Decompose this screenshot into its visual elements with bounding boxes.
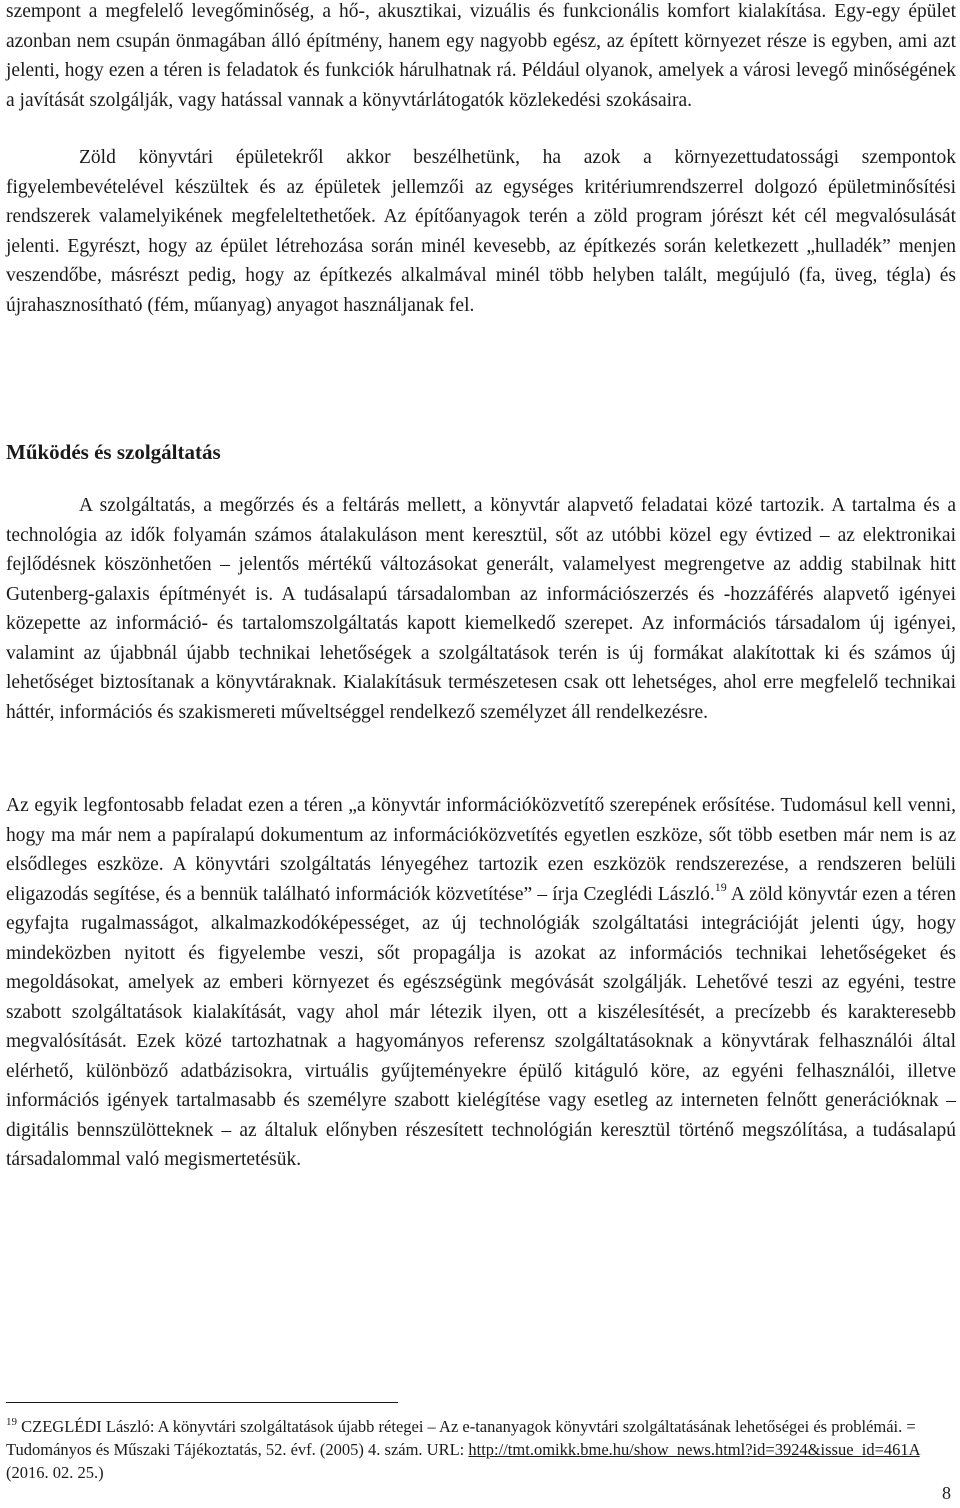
footnote-text: CZEGLÉDI László: A könyvtári szolgáltatások újabb rétegei – Az e-tananyagok könyvtári szolgáltatásának lehetőségei és problémái. = Tudományos és Műszaki Tájékoztatás, 52. évf. (2005) 4. szám. URL: — [6, 1417, 916, 1459]
footnote-separator — [6, 1402, 398, 1403]
footnote-number: 19 — [6, 1416, 17, 1428]
footnote — [6, 1415, 956, 1484]
paragraph-green-library-buildings: Zöld könyvtári épületekről akkor beszélhetünk, ha azok a környezettudatossági szempontok figyelembevételével készültek és az épületek jellemzői az egységes kritériumrendszerrel dolgozó épületminősítési rendszerek valamelyikének megfeleltethetőek. Az építőanyagok terén a zöld program jórészt két cél megvalósulását jelenti. Egyrészt, hogy az épület létrehozása során minél kevesebb, az építkezés során keletkezett „hulladék” menjen veszendőbe, másrészt pedig, hogy az építkezés alkalmával minél több helyben talált, megújuló (fa, üveg, tégla) és újrahasznosítható (fém, műanyag) anyagot használjanak fel. — [6, 147, 956, 316]
page-number: 8 — [942, 1483, 951, 1503]
footnote-access-date: (2016. 02. 25.) — [6, 1463, 104, 1482]
paragraph-services: A szolgáltatás, a megőrzés és a feltárás mellett, a könyvtár alapvető feladatai közé tartozik. A tartalma és a technológia az idők folyamán számos átalakuláson ment keresztül, sőt az utóbbi közel egy évtized – az elektronikai fejlődésnek köszönhetően – jelentős mértékű változásokat generált, valamelyest megrengetve az addig stabilnak hitt Gutenberg-galaxis építményét is. A tudásalapú társadalomban az információszerzés és -hozzáférés alapvető igényei közepette az információ- és tartalomszolgáltatás kapott kiemelkedő szerepet. Az információs társadalom új igényei, valamint az újabbnál újabb technikai lehetőségek a szolgáltatások terén is új formákat alakítottak ki és számos új lehetőséget biztosítanak a könyvtáraknak. Kialakításuk természetesen csak ott lehetséges, ahol erre megfelelő technikai háttér, információs és szakismereti műveltséggel rendelkező személyzet áll rendelkezésre. — [6, 495, 956, 723]
paragraph-information-mediation — [6, 791, 956, 1175]
paragraph-text-before-note: Az egyik legfontosabb feladat ezen a téren „a könyvtár információközvetítő szerepének erősítése. Tudomásul kell venni, hogy ma már nem a papíralapú dokumentum az információközvetítés egyetlen eszköze, sőt több esetben már nem is az elsődleges eszköze. A könyvtári szolgáltatás lényegéhez tartozik ezen eszközök rendszerezése, a rendszeren belüli eligazodás segítése, és a bennük található információk közvetítése” – írja Czeglédi László. — [6, 795, 956, 905]
paragraph-green-building-intro: szempont a megfelelő levegőminőség, a hő-, akusztikai, vizuális és funkcionális komfort kialakítása. Egy-egy épület azonban nem csupán önmagában álló építmény, hanem egy nagyobb egész, az épített környezet része is egyben, ami azt jelenti, hogy ezen a téren is feladatok és funkciók hárulhatnak rá. Például olyanok, amelyek a városi levegő minőségének a javítását szolgálják, vagy hatással vannak a könyvtárlátogatók közlekedési szokásaira. — [6, 1, 956, 111]
footnote-reference[interactable]: 19 — [714, 879, 727, 894]
footnote-link[interactable]: http://tmt.omikk.bme.hu/show_news.html?id=3924&issue_id=461A — [468, 1440, 920, 1459]
paragraph-text-after-note: A zöld könyvtár ezen a téren egyfajta rugalmasságot, alkalmazkodóképességet, az új technológiák szolgáltatási integrációját jelenti úgy, hogy mindeközben nyitott és figyelembe veszi, sőt propagálja is azokat az információs technikai lehetőségeket és megoldásokat, amelyek az emberi környezet és egészségünk megóvását szolgálják. Lehetővé teszi az egyéni, testre szabott szolgáltatások kialakítását, vagy ahol már létezik ilyen, ott a kiszélesítését, a precízebb és karakteresebb megvalósítását. Ezek közé tartozhatnak a hagyományos referensz szolgáltatásoknak a könyvtárak felhasználói által elérhető, különböző adatbázisokra, virtuális gyűjteményekre épülő kitáguló köre, az egyéni felhasználói, illetve információs igények tartalmasabb és személyre szabott kielégítése vagy esetleg az interneten felnőtt generációknak – digitális bennszülötteknek – az általuk előnyben részesített technológián keresztül történő megszólítása, a tudásalapú társadalommal való megismertetésük. — [6, 883, 956, 1170]
section-heading: Működés és szolgáltatás — [6, 440, 221, 464]
